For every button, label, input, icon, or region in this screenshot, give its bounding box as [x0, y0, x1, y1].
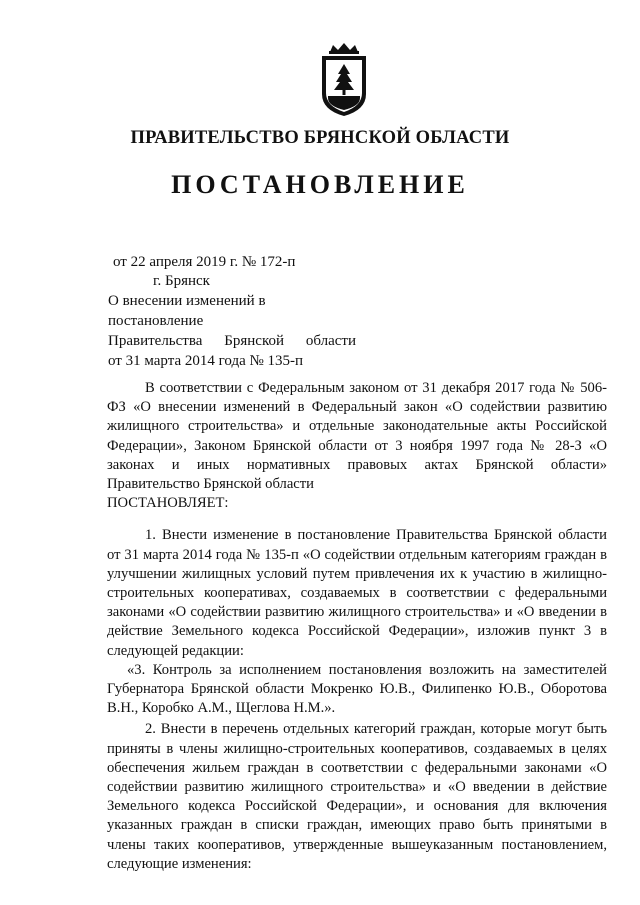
government-title: ПРАВИТЕЛЬСТВО БРЯНСКОЙ ОБЛАСТИ [130, 128, 510, 148]
resolves-heading: ПОСТАНОВЛЯЕТ: [107, 495, 229, 512]
item-2-paragraph: 2. Внести в перечень отдельных категорий граждан, которые могут быть приняты в члены жилищно-строительных кооперативов, создаваемых в целях обеспечения жильем граждан в соответствии с федеральными законами «О содействии развитию жилищного строительства» и «О введении в действие Земельного кодекса Российской Федерации», и основания для включения указанных граждан в списки граждан, имеющих право быть принятыми в члены таких кооперативов, утвержденные вышеуказанным постановлением, следующие изменения: [107, 721, 607, 872]
subject-line: Правительства Брянской области [108, 333, 356, 349]
document-type-title: ПОСТАНОВЛЕНИЕ [171, 170, 469, 199]
subject-line: О внесении изменений в постановление [108, 293, 266, 329]
document-city: г. Брянск [153, 273, 210, 289]
bryansk-region-coat-of-arms-icon [318, 42, 370, 118]
subject-line: от 31 марта 2014 года № 135-п [108, 353, 304, 369]
document-date-number: от 22 апреля 2019 г. № 172-п [113, 254, 296, 270]
document-body [107, 379, 607, 874]
document-subject [108, 291, 356, 371]
item-1-quote-paragraph: «3. Контроль за исполнением постановления возложить на заместителей Губернатора Брянской области Мокренко Ю.В., Филипенко Ю.В., Оборотова В.Н., Коробко А.М., Щеглова Н.М.». [107, 661, 607, 717]
preamble-paragraph: В соответствии с Федеральным законом от 31 декабря 2017 года № 506-ФЗ «О внесении изменений в Федеральный закон «О содействии развитию жилищного строительства» и отдельные законодательные акты Российской Федерации», Законом Брянской области от 3 ноября 1997 года № 28-З «О законах и иных нормативных правовых актах Брянской области» Правительство Брянской области [107, 380, 607, 493]
item-1-paragraph: 1. Внести изменение в постановление Правительства Брянской области от 31 марта 2014 года № 135-п «О содействии отдельным категориям граждан в улучшении жилищных условий путем привлечения их к участию в жилищно-строительных кооперативах, создаваемых в соответствии с федеральными законами «О содействии развитию жилищного строительства» и «О введении в действие Земельного кодекса Российской Федерации», изложив пункт 3 в следующей редакции: [107, 527, 607, 659]
